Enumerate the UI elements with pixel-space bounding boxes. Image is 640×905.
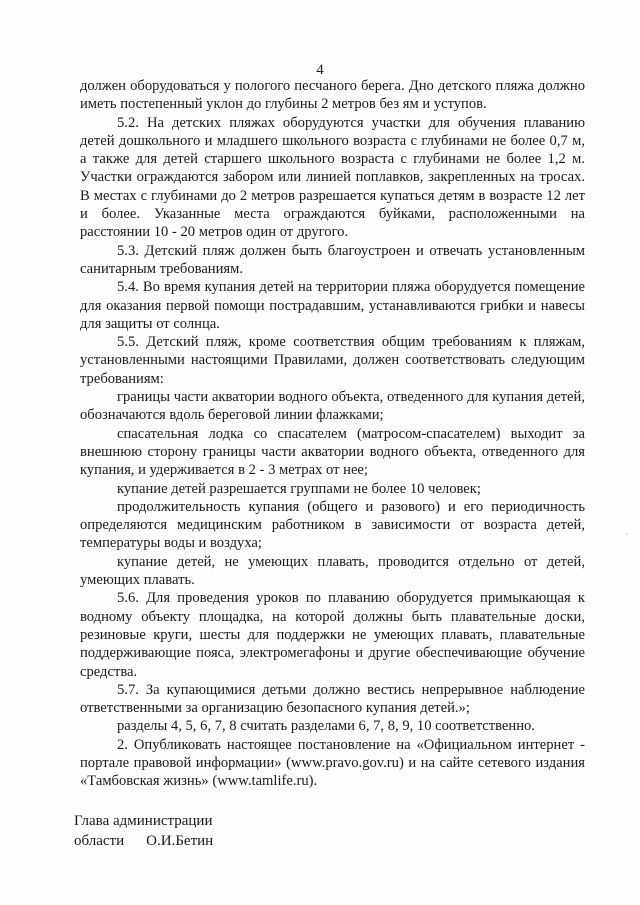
paragraph: 5.5. Детский пляж, кроме соответствия общим требованиям к пляжам, установленными настоящими Правилами, должен соответствовать следующим требованиям:: [80, 334, 585, 387]
page-number: 4: [316, 62, 324, 78]
paragraph: 5.4. Во время купания детей на территории пляжа оборудуется помещение для оказания первой помощи пострадавшим, устанавливаются грибки и навесы для защиты от солнца.: [80, 279, 585, 332]
paragraph: купание детей разрешается группами не более 10 человек;: [117, 480, 481, 497]
paragraph: 5.7. За купающимися детьми должно вестись непрерывное наблюдение ответственными за организацию безопасного купания детей.»;: [80, 681, 585, 717]
signature-region: области: [74, 833, 125, 849]
paragraph: купание детей, не умеющих плавать, проводится отдельно от детей, умеющих плавать.: [80, 553, 585, 589]
paragraph: 2. Опубликовать настоящее постановление на «Официальном интернет - портале правовой информации» (www.pravo.gov.ru) и на сайте сетевого издания «Тамбовская жизнь» (www.tamlife.ru).: [80, 736, 585, 790]
paragraph: 5.6. Для проведения уроков по плаванию оборудуется примыкающая к водному объекту площадка, на которой должны быть плавательные доски, резиновые круги, шесты для поддержки не умеющих плавать, плавательные поддерживающие пояса, электромегафоны и другие обеспечивающие обучение средства.: [80, 590, 585, 680]
paragraph: должен оборудоваться у пологого песчаного берега. Дно детского пляжа должно иметь постепенный уклон до глубины 2 метров без ям и уступов.: [80, 78, 585, 113]
scan-mark: ·: [625, 530, 628, 539]
paragraph: 5.3. Детский пляж должен быть благоустроен и отвечать установленным санитарным требованиям.: [80, 242, 585, 277]
paragraph: границы части акватории водного объекта, отведенного для купания детей, обозначаются вдоль береговой линии флажками;: [80, 389, 585, 424]
signature-title: Глава администрации: [74, 813, 213, 829]
signature-line: [74, 831, 213, 851]
document-body: [80, 77, 585, 791]
paragraph: разделы 4, 5, 6, 7, 8 считать разделами 6, 7, 8, 9, 10 соответственно.: [117, 718, 535, 735]
signature-block: [74, 811, 213, 851]
paragraph: продолжительность купания (общего и разового) и его периодичность определяются медицинским работником в зависимости от возраста детей, температуры воды и воздуха;: [80, 498, 585, 552]
paragraph: спасательная лодка со спасателем (матросом-спасателем) выходит за внешнюю сторону границы части акватории водного объекта, отведенного для купания, и удерживается в 2 - 3 метрах от нее;: [80, 425, 585, 479]
paragraph: 5.2. На детских пляжах оборудуются участки для обучения плаванию детей дошкольного и младшего школьного возраста с глубинами не более 0,7 м, а также для детей старшего школьного возраста с глубинами не более 1,2 м. Участки ограждаются забором или линией поплавков, закрепленных на тросах. В местах с глубинами до 2 метров разрешается купаться детям в возрасте 12 лет и более. Указанные места ограждаются буйками, расположенными на расстоянии 10 - 20 метров один от другого.: [80, 114, 585, 241]
signatory-name: О.И.Бетин: [146, 833, 214, 849]
